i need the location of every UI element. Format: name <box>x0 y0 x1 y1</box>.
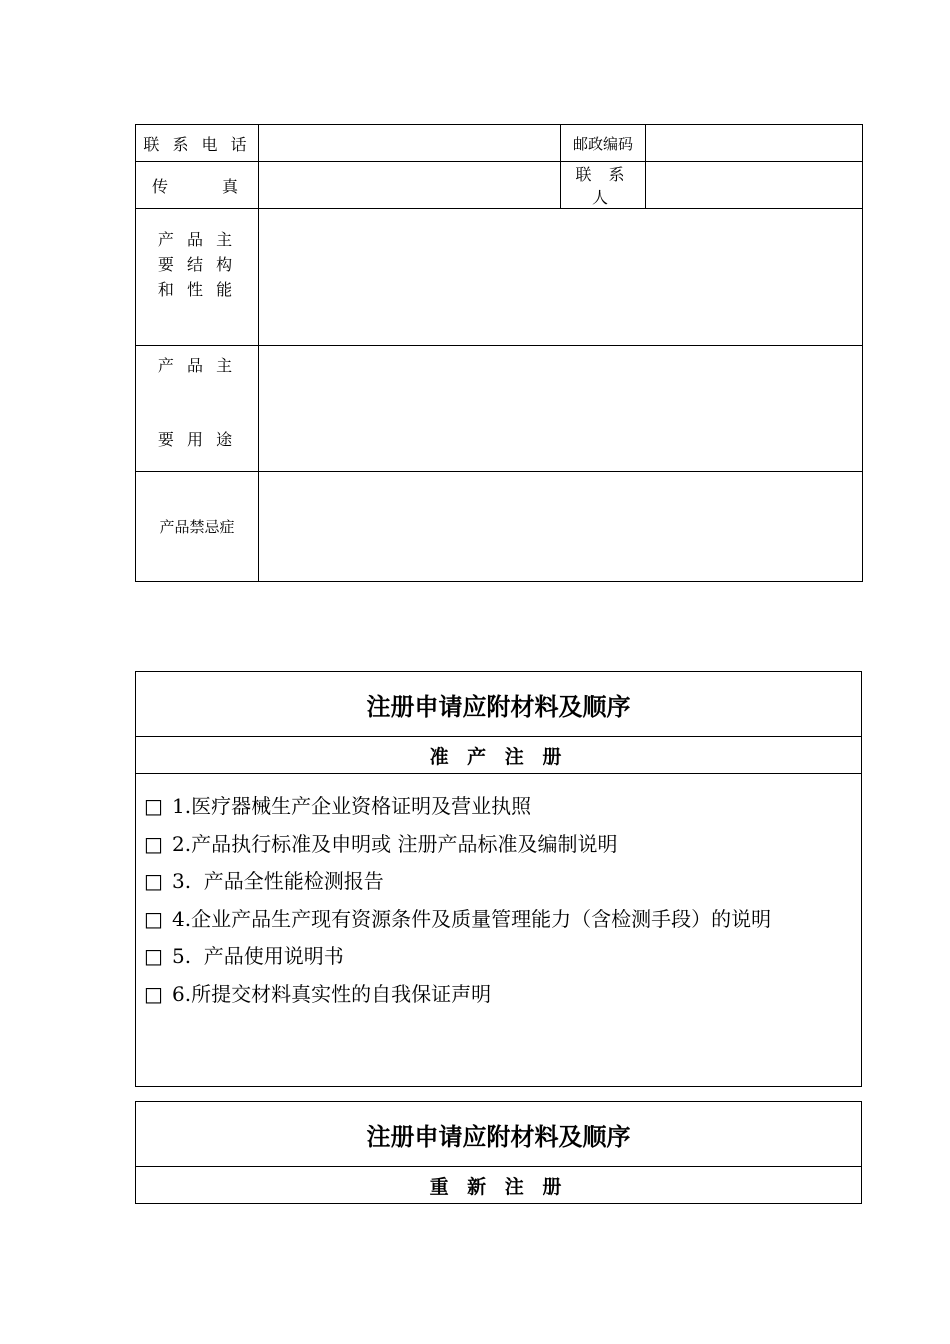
materials-production-title: 注册申请应附材料及顺序 <box>136 672 862 737</box>
materials-production-subtitle: 准 产 注 册 <box>136 737 862 774</box>
checkbox-icon[interactable]: □ <box>144 981 163 1006</box>
checkbox-icon[interactable]: □ <box>144 869 163 893</box>
usage-label-line-2: 要 用 途 <box>157 430 237 449</box>
usage-label-line-1: 产 品 主 <box>157 356 237 375</box>
material-item <box>144 788 861 826</box>
structure-performance-field[interactable] <box>259 209 863 346</box>
postal-code-field[interactable] <box>646 125 863 162</box>
contact-person-label: 联 系 人 <box>561 162 646 209</box>
material-item <box>144 901 861 939</box>
fax-label <box>136 162 259 209</box>
main-usage-field[interactable] <box>259 346 863 472</box>
fax-label-part-1: 传 <box>152 176 173 196</box>
contraindications-label: 产品禁忌症 <box>136 472 259 582</box>
material-item <box>144 826 861 864</box>
registration-form-table <box>135 124 863 582</box>
structure-label-line-3: 和 性 能 <box>157 280 237 299</box>
material-item-text: 5. 产品使用说明书 <box>172 944 344 968</box>
material-item-text: 3. 产品全性能检测报告 <box>172 869 384 893</box>
material-item-text: 2.产品执行标准及申明或 注册产品标准及编制说明 <box>172 831 618 856</box>
material-item <box>144 863 861 901</box>
materials-reregistration-table <box>135 1101 862 1204</box>
material-item <box>144 938 861 976</box>
structure-performance-label <box>136 209 259 346</box>
material-item-text: 4.企业产品生产现有资源条件及质量管理能力（含检测手段）的说明 <box>172 906 772 931</box>
contact-person-field[interactable] <box>646 162 863 209</box>
materials-production-table <box>135 671 862 1087</box>
contact-phone-label: 联 系 电 话 <box>136 125 259 162</box>
fax-field[interactable] <box>259 162 561 209</box>
checkbox-icon[interactable]: □ <box>144 944 163 968</box>
checkbox-icon[interactable]: □ <box>144 794 163 818</box>
checkbox-icon[interactable]: □ <box>144 906 163 931</box>
structure-label-line-2: 要 结 构 <box>157 255 237 274</box>
materials-reregistration-subtitle: 重 新 注 册 <box>136 1167 862 1204</box>
material-item-text: 1.医疗器械生产企业资格证明及营业执照 <box>172 794 532 818</box>
materials-production-list <box>136 774 862 1087</box>
postal-code-label: 邮政编码 <box>561 125 646 162</box>
main-usage-label <box>136 346 259 472</box>
material-item-text: 6.所提交材料真实性的自我保证声明 <box>172 981 492 1006</box>
checkbox-icon[interactable]: □ <box>144 831 163 856</box>
materials-reregistration-title: 注册申请应附材料及顺序 <box>136 1102 862 1167</box>
fax-label-part-2: 真 <box>221 176 242 196</box>
contact-phone-field[interactable] <box>259 125 561 162</box>
contraindications-field[interactable] <box>259 472 863 582</box>
material-item <box>144 976 861 1014</box>
structure-label-line-1: 产 品 主 <box>157 230 237 249</box>
